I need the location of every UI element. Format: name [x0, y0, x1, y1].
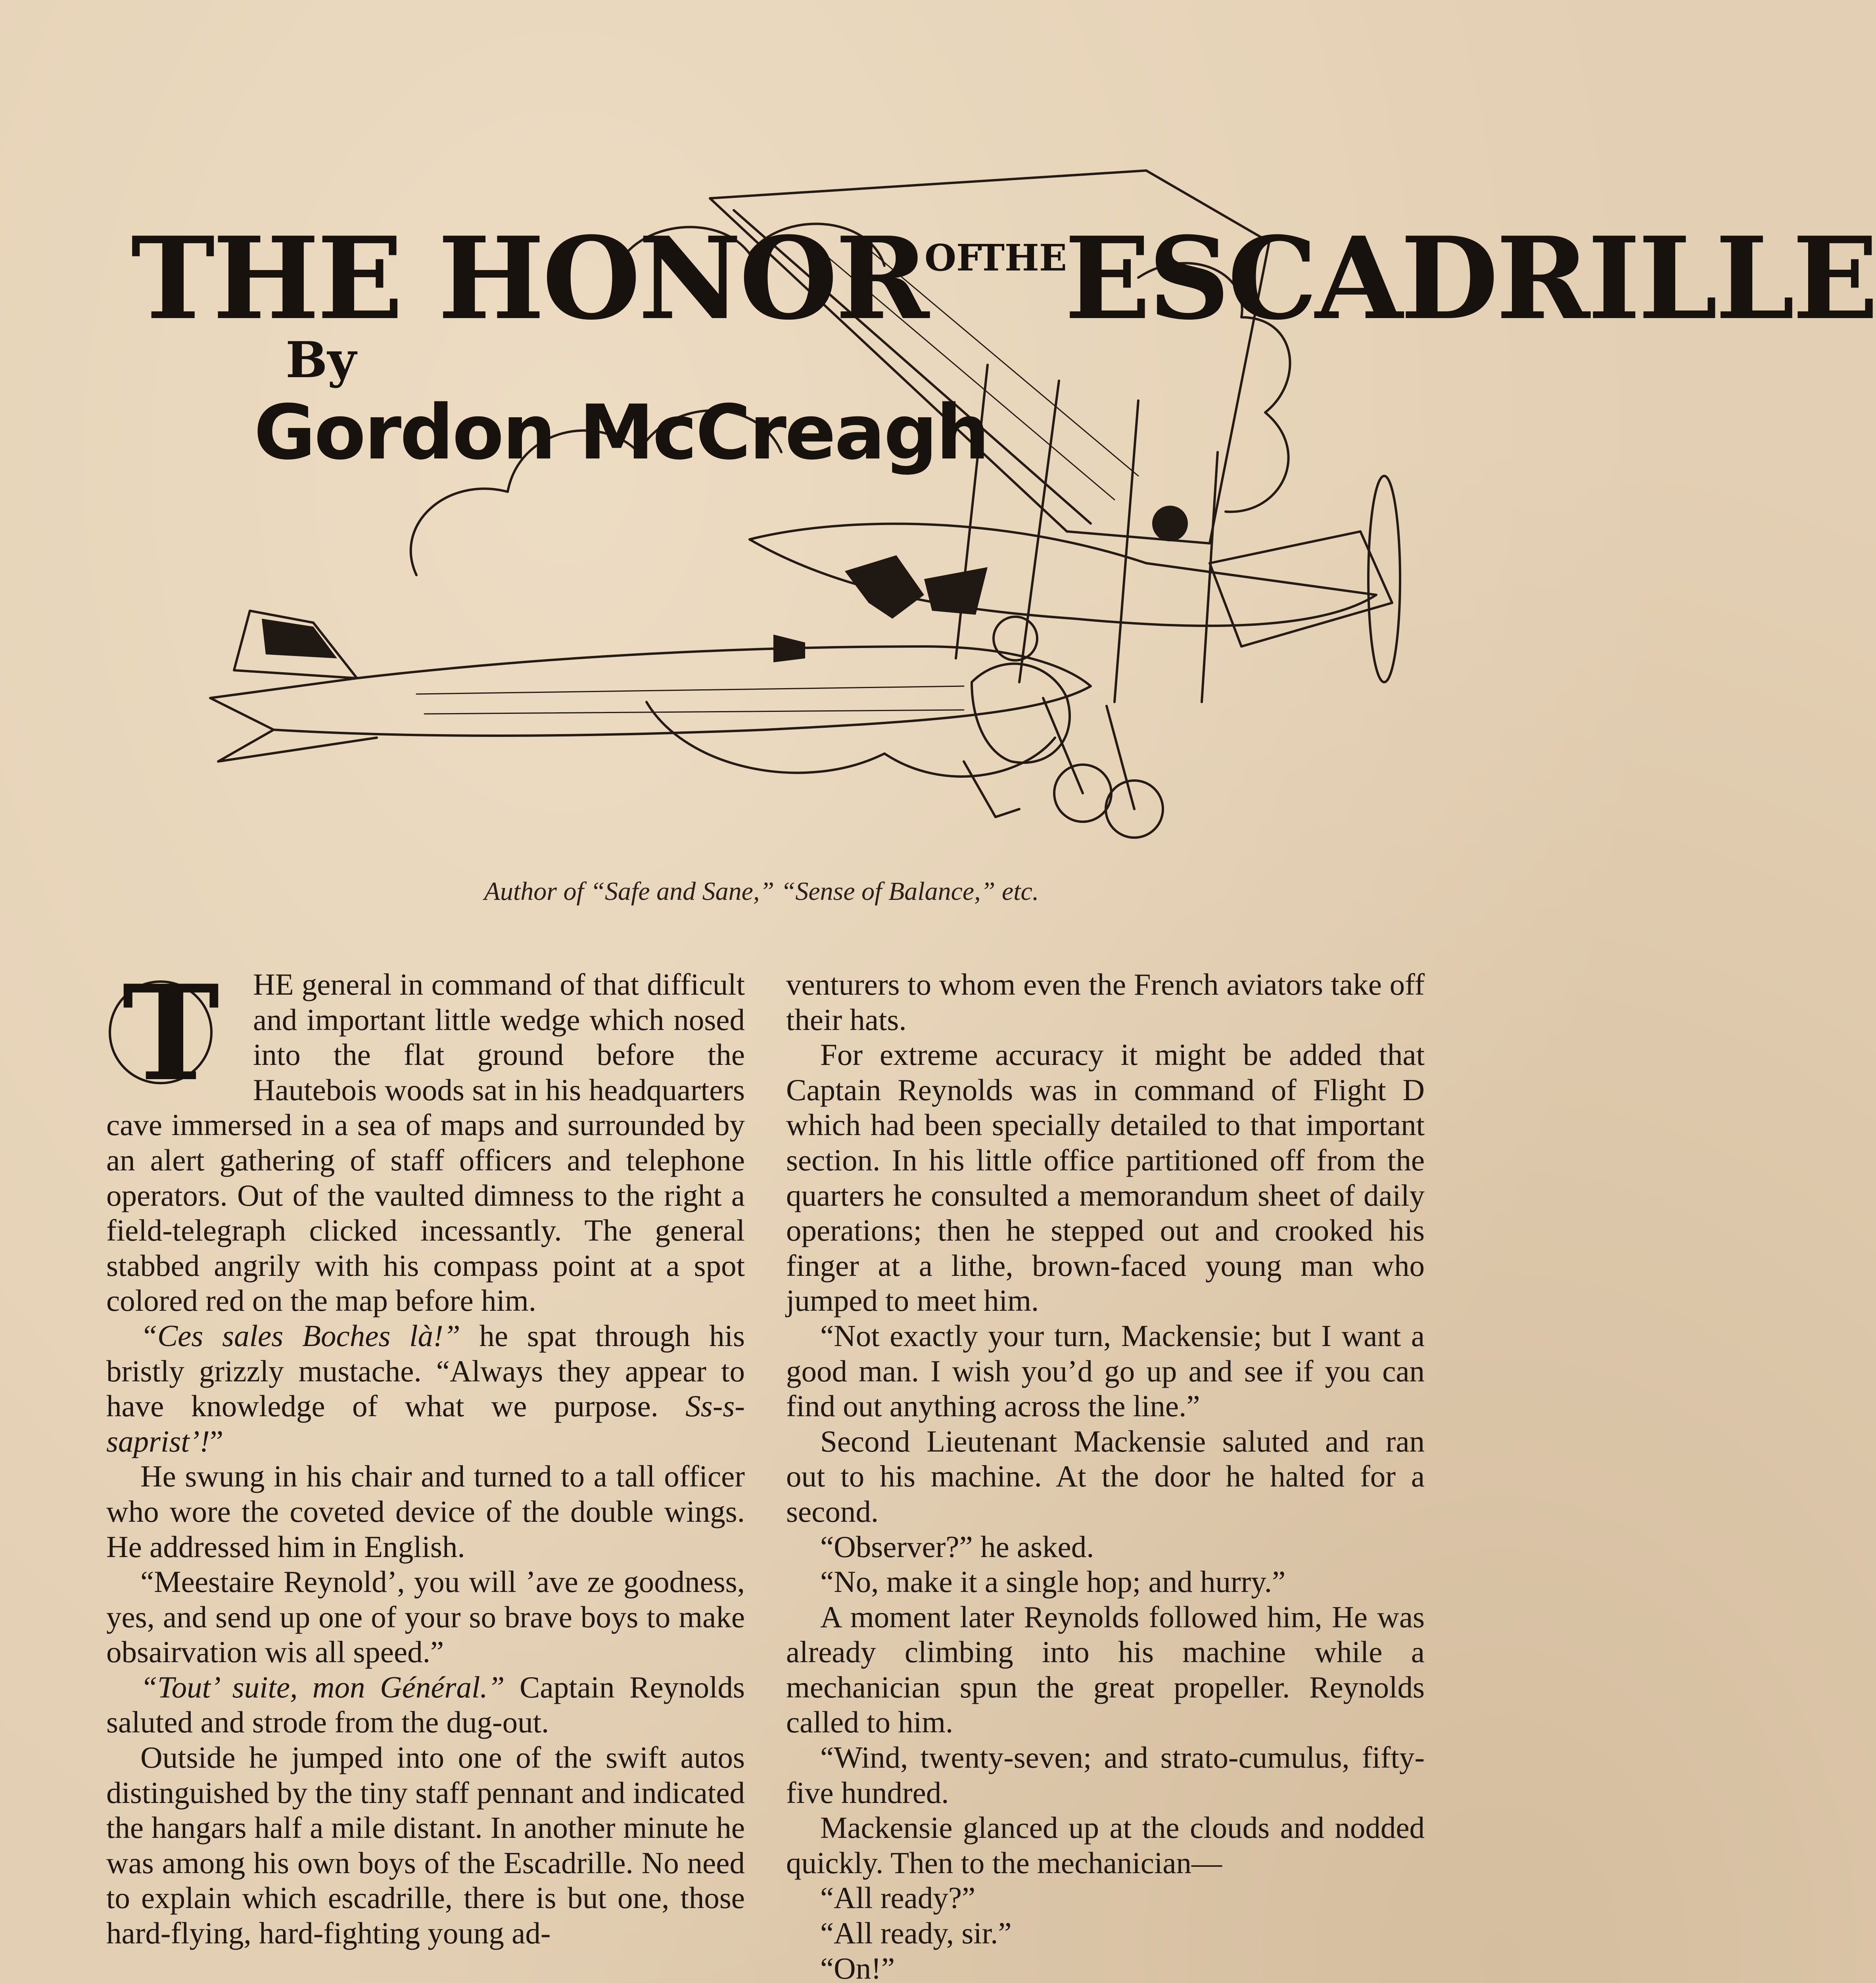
paragraph-text: he spat through his bristly grizzly mustache. “Always they appear to have knowledge of what we purpose. [106, 1318, 745, 1423]
right-column [786, 967, 1425, 1983]
paragraph: venturers to whom even the French aviators take off their hats. [786, 967, 1425, 1037]
drop-cap-letter: T [122, 956, 220, 1110]
author-credit: Author of “Safe and Sane,” “Sense of Balance,” etc. [484, 877, 1039, 906]
italic-text: “Ces sales Boches là!” [140, 1318, 460, 1353]
paragraph: Second Lieutenant Mackensie saluted and ran out to his machine. At the door he halted for a second. [786, 1424, 1425, 1528]
title-of: OF [924, 236, 982, 279]
italic-text: Ss-s-saprist’! [106, 1389, 745, 1458]
title-the: THE [977, 236, 1067, 279]
drop-cap [106, 956, 241, 1110]
paragraph-text: ” [209, 1424, 224, 1458]
paragraph: For extreme accuracy it might be added that Captain Reynolds was in command of Flight D which had been specially detailed to that important section. In his little office partitioned off from the quarters he consulted a memorandum sheet of daily operations; then he stepped out and crooked his finger at a lithe, brown-faced young man who jumped to meet him. [786, 1038, 1425, 1318]
left-column [106, 956, 745, 1951]
paragraph [106, 1670, 745, 1740]
title-part-2: ESCADRILLE [1064, 212, 1876, 345]
paragraph: “Observer?” he asked. [820, 1529, 1094, 1564]
paragraph: A moment later Reynolds followed him, He was already climbing into his machine while a mechanician spun the great propeller. Reynolds called to him. [786, 1599, 1425, 1739]
byline-by: By [286, 331, 357, 389]
paragraph: “Not exactly your turn, Mackensie; but I want a good man. I wish you’d go up and see if you can find out anything across the line.” [786, 1318, 1425, 1423]
paragraph: Mackensie glanced up at the clouds and nodded quickly. Then to the mechanician— [786, 1810, 1425, 1880]
paragraph: “No, make it a single hop; and hurry.” [820, 1565, 1286, 1599]
paragraph: “Meestaire Reynold’, you will ’ave ze goodness, yes, and send up one of your so brave boys to make obsairvation wis all speed.” [106, 1565, 745, 1669]
author-name: Gordon McCreagh [254, 389, 988, 476]
paragraph: HE general in command of that difficult and important little wedge which nosed into the flat ground before the Hautebois woods sat in his headquarters cave immersed in a sea of maps and surrounded by an alert gathering of staff officers and telephone operators. Out of the vaulted dimness to the right a field-telegraph clicked incessantly. The general stabbed angrily with his compass point at a spot colored red on the map before him. [106, 967, 745, 1318]
paragraph: “All ready, sir.” [820, 1916, 1012, 1950]
italic-text: “Tout’ suite, mon Général.” [140, 1670, 505, 1704]
paragraph-text: Captain Reynolds saluted and strode from the dug-out. [106, 1670, 745, 1739]
paragraph: He swung in his chair and turned to a tall officer who wore the coveted device of the double wings. He addressed him in English. [106, 1459, 745, 1564]
paragraph: “All ready?” [820, 1881, 976, 1915]
paragraph [106, 1318, 745, 1459]
paragraph: “Wind, twenty-seven; and strato-cumulus, fifty-five hundred. [786, 1740, 1425, 1810]
title-part-1: THE HONOR [131, 212, 927, 345]
paragraph: Outside he jumped into one of the swift autos distinguished by the tiny staff pennant and indicated the hangars half a mile distant. In another minute he was among his own boys of the Escadrille. No need to explain which escadrille, there is but one, those hard-flying, hard-fighting young ad- [106, 1740, 745, 1950]
story-title [131, 198, 1876, 345]
paragraph: “On!” [820, 1951, 895, 1983]
